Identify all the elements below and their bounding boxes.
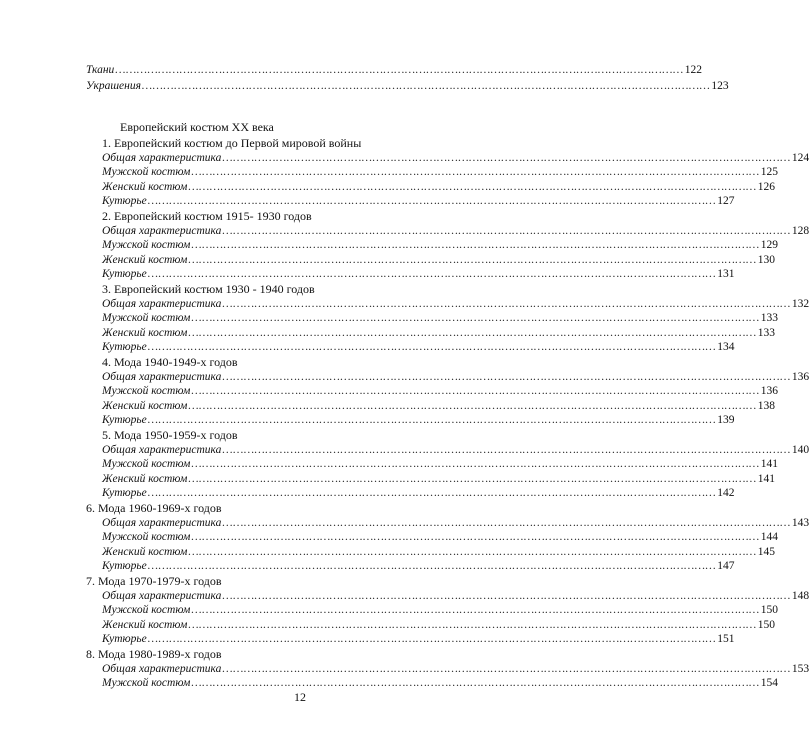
toc-entry <box>102 253 776 267</box>
dot-leader: …………………………………………………………………………………………………………………………………………… <box>191 458 760 471</box>
toc-entry-label: Мужской костюм <box>102 312 191 325</box>
dot-leader: …………………………………………………………………………………………………………………………………………… <box>191 677 760 690</box>
dot-leader: …………………………………………………………………………………………………………………………………………… <box>222 370 791 383</box>
toc-entry-label: Общая характеристика <box>102 516 222 529</box>
chapter-heading: 7. Мода 1970-1979-х годов <box>86 574 222 588</box>
dot-leader: …………………………………………………………………………………………………………………………………………… <box>191 312 760 325</box>
toc-entry <box>102 559 735 573</box>
toc-entry-page: 150 <box>757 618 776 631</box>
toc-entry <box>102 224 809 238</box>
toc-entry-page: 122 <box>684 64 702 76</box>
dot-leader: …………………………………………………………………………………………………………………………………………… <box>222 589 791 602</box>
toc-entry <box>102 370 809 384</box>
chapter-heading: 1. Европейский костюм до Первой мировой войны <box>102 136 362 150</box>
toc-entry-page: 134 <box>717 341 735 354</box>
toc-entry <box>102 457 779 471</box>
toc-entry-label: Женский костюм <box>102 399 188 412</box>
toc-entry-label: Мужской костюм <box>102 604 191 617</box>
dot-leader: …………………………………………………………………………………………………………………………………………… <box>188 180 757 193</box>
toc-entry-label: Мужской костюм <box>102 166 191 179</box>
dot-leader: …………………………………………………………………………………………………………………………………………… <box>188 326 757 339</box>
dot-leader: …………………………………………………………………………………………………………………………………………… <box>191 385 760 398</box>
dot-leader: …………………………………………………………………………………………………………………………………………… <box>147 633 717 646</box>
dot-leader: …………………………………………………………………………………………………………………………………………… <box>147 341 717 354</box>
toc-entry <box>102 267 735 281</box>
toc-entry <box>102 486 735 500</box>
toc-entry-page: 140 <box>791 443 809 456</box>
dot-leader: …………………………………………………………………………………………………………………………………………… <box>222 224 791 237</box>
chapter-heading: 6. Мода 1960-1969-х годов <box>86 501 222 515</box>
toc-entry-page: 142 <box>717 487 735 500</box>
toc-entry-label: Кутюрье <box>102 341 147 354</box>
toc-entry-page: 124 <box>791 151 809 164</box>
toc-entry-label: Кутюрье <box>102 414 147 427</box>
toc-entry-label: Женский костюм <box>102 180 188 193</box>
toc-entry-page: 145 <box>757 545 776 558</box>
dot-leader: …………………………………………………………………………………………………………………………………………… <box>222 297 791 310</box>
toc-entry-page: 132 <box>791 297 809 310</box>
toc-entry-label: Мужской костюм <box>102 385 191 398</box>
toc-entry-page: 147 <box>717 560 735 573</box>
toc-entry <box>102 589 809 603</box>
toc-entry-label: Кутюрье <box>102 268 147 281</box>
toc-entry-label: Общая характеристика <box>102 589 222 602</box>
toc-entry <box>102 603 779 617</box>
toc-entry <box>102 530 779 544</box>
toc-entry <box>102 632 735 646</box>
toc-entry-label: Женский костюм <box>102 545 188 558</box>
page-number-footer: 12 <box>294 690 306 704</box>
toc-entry-label: Ткани <box>86 64 115 76</box>
toc-entry <box>102 340 735 354</box>
toc-entry <box>102 297 809 311</box>
toc-entry <box>102 165 779 179</box>
toc-entry-label: Женский костюм <box>102 253 188 266</box>
toc-entry-label: Женский костюм <box>102 618 188 631</box>
toc-entry-label: Общая характеристика <box>102 151 222 164</box>
dot-leader: …………………………………………………………………………………………………………………………………………… <box>222 516 791 529</box>
chapter-heading: 5. Мода 1950-1959-х годов <box>102 428 238 442</box>
dot-leader: …………………………………………………………………………………………………………………………………………… <box>188 618 757 631</box>
toc-entry-label: Мужской костюм <box>102 458 191 471</box>
dot-leader: …………………………………………………………………………………………………………………………………………… <box>147 560 717 573</box>
dot-leader: …………………………………………………………………………………………………………………………………………… <box>147 487 717 500</box>
toc-entry-page: 133 <box>757 326 776 339</box>
toc-entry-label: Мужской костюм <box>102 531 191 544</box>
toc-entry <box>102 194 735 208</box>
dot-leader: …………………………………………………………………………………………………………………………………………… <box>222 151 791 164</box>
dot-leader: …………………………………………………………………………………………………………………………………………… <box>191 531 760 544</box>
dot-leader: …………………………………………………………………………………………………………………………………………… <box>188 253 757 266</box>
toc-entry <box>102 676 779 690</box>
toc-entry <box>102 151 809 165</box>
toc-entry <box>86 63 702 77</box>
toc-entry-label: Украшения <box>86 80 141 92</box>
toc-entry-page: 148 <box>791 589 809 602</box>
dot-leader: …………………………………………………………………………………………………………………………………………… <box>188 472 757 485</box>
toc-entry-page: 151 <box>717 633 735 646</box>
dot-leader: …………………………………………………………………………………………………………………………………………… <box>115 64 684 76</box>
toc-entry-page: 154 <box>760 677 779 690</box>
toc-entry-page: 153 <box>791 662 809 675</box>
toc-entry <box>102 311 779 325</box>
dot-leader: …………………………………………………………………………………………………………………………………………… <box>222 662 791 675</box>
toc-entry-label: Кутюрье <box>102 195 147 208</box>
toc-entry-page: 141 <box>757 472 776 485</box>
dot-leader: …………………………………………………………………………………………………………………………………………… <box>147 195 717 208</box>
toc-entry-page: 150 <box>760 604 779 617</box>
toc-entry-label: Женский костюм <box>102 326 188 339</box>
chapter-heading: 8. Мода 1980-1989-х годов <box>86 647 222 661</box>
toc-entry-label: Общая характеристика <box>102 443 222 456</box>
dot-leader: …………………………………………………………………………………………………………………………………………… <box>147 268 717 281</box>
toc-entry-page: 136 <box>760 385 779 398</box>
section-title: Европейский костюм XX века <box>120 120 274 134</box>
toc-entry-label: Общая характеристика <box>102 662 222 675</box>
toc-entry-page: 139 <box>717 414 735 427</box>
toc-entry <box>102 662 809 676</box>
toc-entry-label: Мужской костюм <box>102 677 191 690</box>
toc-entry-page: 130 <box>757 253 776 266</box>
dot-leader: …………………………………………………………………………………………………………………………………………… <box>147 414 717 427</box>
toc-entry <box>102 516 809 530</box>
toc-entry-page: 138 <box>757 399 776 412</box>
chapter-heading: 3. Европейский костюм 1930 - 1940 годов <box>102 282 315 296</box>
toc-entry <box>102 618 776 632</box>
toc-entry <box>102 472 776 486</box>
dot-leader: …………………………………………………………………………………………………………………………………………… <box>191 239 760 252</box>
toc-entry <box>102 238 779 252</box>
toc-entry-page: 133 <box>760 312 779 325</box>
toc-entry-label: Кутюрье <box>102 633 147 646</box>
toc-entry-page: 129 <box>760 239 779 252</box>
dot-leader: …………………………………………………………………………………………………………………………………………… <box>222 443 791 456</box>
dot-leader: …………………………………………………………………………………………………………………………………………… <box>191 166 760 179</box>
toc-entry-page: 131 <box>717 268 735 281</box>
toc-entry-page: 128 <box>791 224 809 237</box>
dot-leader: …………………………………………………………………………………………………………………………………………… <box>188 399 757 412</box>
dot-leader: …………………………………………………………………………………………………………………………………………… <box>191 604 760 617</box>
toc-entry <box>102 545 776 559</box>
toc-entry <box>86 79 729 93</box>
toc-entry-label: Кутюрье <box>102 487 147 500</box>
toc-entry <box>102 443 809 457</box>
toc-entry-page: 141 <box>760 458 779 471</box>
chapter-heading: 4. Мода 1940-1949-х годов <box>102 355 238 369</box>
toc-entry-page: 123 <box>711 80 729 92</box>
toc-entry <box>102 413 735 427</box>
toc-entry-page: 143 <box>791 516 809 529</box>
toc-entry-label: Общая характеристика <box>102 297 222 310</box>
toc-entry <box>102 384 779 398</box>
toc-entry-page: 136 <box>791 370 809 383</box>
toc-entry-label: Кутюрье <box>102 560 147 573</box>
chapter-heading: 2. Европейский костюм 1915- 1930 годов <box>102 209 312 223</box>
toc-entry-page: 126 <box>757 180 776 193</box>
dot-leader: …………………………………………………………………………………………………………………………………………… <box>141 80 711 92</box>
toc-entry-page: 127 <box>717 195 735 208</box>
toc-entry-label: Женский костюм <box>102 472 188 485</box>
dot-leader: …………………………………………………………………………………………………………………………………………… <box>188 545 757 558</box>
toc-entry-label: Общая характеристика <box>102 224 222 237</box>
toc-entry <box>102 180 776 194</box>
toc-entry-label: Мужской костюм <box>102 239 191 252</box>
toc-entry <box>102 326 776 340</box>
toc-entry-label: Общая характеристика <box>102 370 222 383</box>
toc-entry-page: 125 <box>760 166 779 179</box>
toc-entry <box>102 399 776 413</box>
toc-entry-page: 144 <box>760 531 779 544</box>
